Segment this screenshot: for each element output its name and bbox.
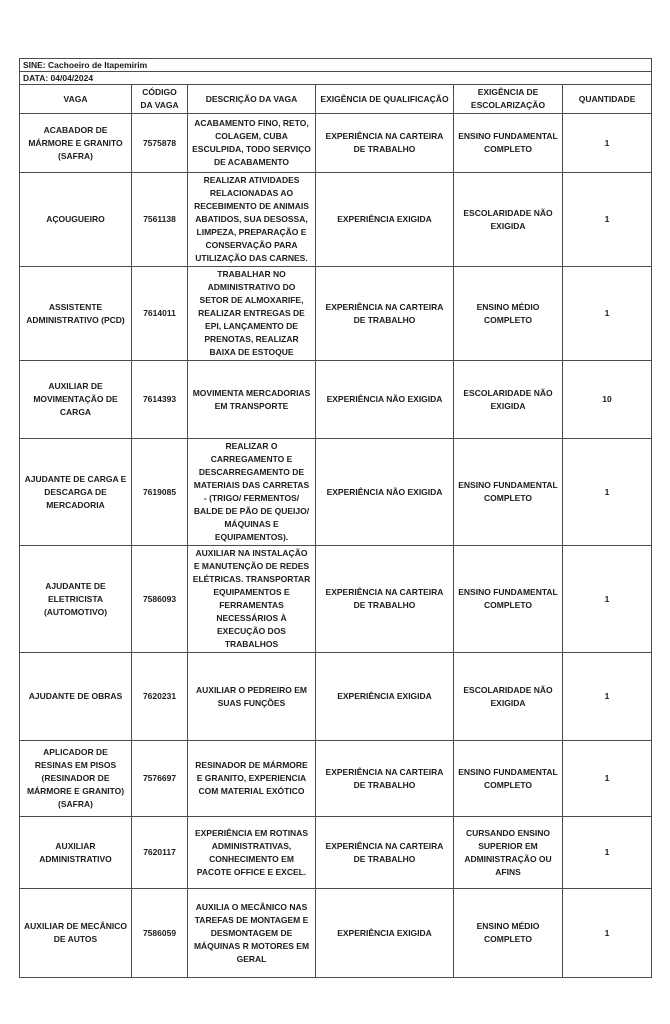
cell-quantidade: 1: [563, 653, 652, 741]
cell-qualificacao: EXPERIÊNCIA NA CARTEIRA DE TRABALHO: [316, 817, 454, 889]
cell-escolarizacao: ESCOLARIDADE NÃO EXIGIDA: [454, 173, 563, 267]
cell-escolarizacao: ENSINO FUNDAMENTAL COMPLETO: [454, 439, 563, 546]
cell-qualificacao: EXPERIÊNCIA NA CARTEIRA DE TRABALHO: [316, 267, 454, 361]
cell-descricao: AUXILIA O MECÂNICO NAS TAREFAS DE MONTAGEM E DESMONTAGEM DE MÁQUINAS R MOTORES EM GERAL: [188, 889, 316, 978]
column-header-row: [20, 85, 652, 114]
sine-label: SINE: Cachoeiro de Itapemirim: [20, 59, 652, 72]
column-header-quantidade: QUANTIDADE: [563, 85, 652, 114]
cell-descricao: ACABAMENTO FINO, RETO, COLAGEM, CUBA ESCULPIDA, TODO SERVIÇO DE ACABAMENTO: [188, 114, 316, 173]
cell-escolarizacao: ENSINO FUNDAMENTAL COMPLETO: [454, 741, 563, 817]
table-row: [20, 439, 652, 546]
cell-vaga: ACABADOR DE MÁRMORE E GRANITO (SAFRA): [20, 114, 132, 173]
cell-vaga: AUXILIAR DE MOVIMENTAÇÃO DE CARGA: [20, 361, 132, 439]
cell-qualificacao: EXPERIÊNCIA EXIGIDA: [316, 889, 454, 978]
cell-vaga: ASSISTENTE ADMINISTRATIVO (PCD): [20, 267, 132, 361]
cell-descricao: TRABALHAR NO ADMINISTRATIVO DO SETOR DE ALMOXARIFE, REALIZAR ENTREGAS DE EPI, LANÇAMENTO DE PRENOTAS, REALIZAR BAIXA DE ESTOQUE: [188, 267, 316, 361]
cell-escolarizacao: CURSANDO ENSINO SUPERIOR EM ADMINISTRAÇÃO OU AFINS: [454, 817, 563, 889]
cell-quantidade: 1: [563, 114, 652, 173]
table-row: [20, 361, 652, 439]
cell-codigo: 7619085: [132, 439, 188, 546]
cell-quantidade: 1: [563, 889, 652, 978]
column-header-vaga: VAGA: [20, 85, 132, 114]
cell-codigo: 7620231: [132, 653, 188, 741]
cell-codigo: 7575878: [132, 114, 188, 173]
cell-escolarizacao: ESCOLARIDADE NÃO EXIGIDA: [454, 653, 563, 741]
date-label: DATA: 04/04/2024: [20, 72, 652, 85]
sine-header-row: [20, 59, 652, 72]
cell-descricao: EXPERIÊNCIA EM ROTINAS ADMINISTRATIVAS, CONHECIMENTO EM PACOTE OFFICE E EXCEL.: [188, 817, 316, 889]
cell-codigo: 7586093: [132, 546, 188, 653]
cell-qualificacao: EXPERIÊNCIA EXIGIDA: [316, 653, 454, 741]
column-header-codigo: CÓDIGO DA VAGA: [132, 85, 188, 114]
cell-quantidade: 1: [563, 439, 652, 546]
cell-codigo: 7561138: [132, 173, 188, 267]
table-row: [20, 114, 652, 173]
cell-vaga: AUXILIAR ADMINISTRATIVO: [20, 817, 132, 889]
job-vacancies-table: [19, 58, 652, 978]
cell-vaga: AUXILIAR DE MECÂNICO DE AUTOS: [20, 889, 132, 978]
table-row: [20, 741, 652, 817]
cell-escolarizacao: ENSINO FUNDAMENTAL COMPLETO: [454, 546, 563, 653]
table-row: [20, 546, 652, 653]
cell-vaga: AJUDANTE DE ELETRICISTA (AUTOMOTIVO): [20, 546, 132, 653]
cell-vaga: AÇOUGUEIRO: [20, 173, 132, 267]
cell-descricao: AUXILIAR O PEDREIRO EM SUAS FUNÇÕES: [188, 653, 316, 741]
cell-vaga: AJUDANTE DE CARGA E DESCARGA DE MERCADORIA: [20, 439, 132, 546]
cell-quantidade: 1: [563, 817, 652, 889]
cell-qualificacao: EXPERIÊNCIA NÃO EXIGIDA: [316, 439, 454, 546]
cell-qualificacao: EXPERIÊNCIA NA CARTEIRA DE TRABALHO: [316, 114, 454, 173]
table-row: [20, 173, 652, 267]
cell-vaga: APLICADOR DE RESINAS EM PISOS (RESINADOR DE MÁRMORE E GRANITO) (SAFRA): [20, 741, 132, 817]
table-row: [20, 817, 652, 889]
cell-qualificacao: EXPERIÊNCIA EXIGIDA: [316, 173, 454, 267]
table-row: [20, 889, 652, 978]
cell-codigo: 7614393: [132, 361, 188, 439]
cell-quantidade: 1: [563, 267, 652, 361]
cell-quantidade: 1: [563, 173, 652, 267]
cell-descricao: MOVIMENTA MERCADORIAS EM TRANSPORTE: [188, 361, 316, 439]
cell-descricao: RESINADOR DE MÁRMORE E GRANITO, EXPERIENCIA COM MATERIAL EXÓTICO: [188, 741, 316, 817]
cell-escolarizacao: ENSINO MÉDIO COMPLETO: [454, 267, 563, 361]
cell-qualificacao: EXPERIÊNCIA NA CARTEIRA DE TRABALHO: [316, 546, 454, 653]
cell-vaga: AJUDANTE DE OBRAS: [20, 653, 132, 741]
cell-quantidade: 10: [563, 361, 652, 439]
cell-descricao: AUXILIAR NA INSTALAÇÃO E MANUTENÇÃO DE REDES ELÉTRICAS. TRANSPORTAR EQUIPAMENTOS E FERRAMENTAS NECESSÁRIOS À EXECUÇÃO DOS TRABALHOS: [188, 546, 316, 653]
cell-descricao: REALIZAR ATIVIDADES RELACIONADAS AO RECEBIMENTO DE ANIMAIS ABATIDOS, SUA DESOSSA, LIMPEZA, PREPARAÇÃO E CONSERVAÇÃO PARA UTILIZAÇÃO DAS CARNES.: [188, 173, 316, 267]
date-header-row: [20, 72, 652, 85]
cell-codigo: 7614011: [132, 267, 188, 361]
cell-codigo: 7586059: [132, 889, 188, 978]
column-header-descricao: DESCRIÇÃO DA VAGA: [188, 85, 316, 114]
cell-escolarizacao: ESCOLARIDADE NÃO EXIGIDA: [454, 361, 563, 439]
table-row: [20, 653, 652, 741]
cell-qualificacao: EXPERIÊNCIA NÃO EXIGIDA: [316, 361, 454, 439]
cell-escolarizacao: ENSINO FUNDAMENTAL COMPLETO: [454, 114, 563, 173]
job-table-body: [20, 114, 652, 978]
cell-codigo: 7620117: [132, 817, 188, 889]
cell-descricao: REALIZAR O CARREGAMENTO E DESCARREGAMENTO DE MATERIAIS DAS CARRETAS - (TRIGO/ FERMENTOS/ BALDE DE PÃO DE QUEIJO/ MÁQUINAS E EQUIPAMENTOS).: [188, 439, 316, 546]
column-header-escolarizacao: EXIGÊNCIA DE ESCOLARIZAÇÃO: [454, 85, 563, 114]
cell-quantidade: 1: [563, 741, 652, 817]
cell-codigo: 7576697: [132, 741, 188, 817]
table-row: [20, 267, 652, 361]
cell-quantidade: 1: [563, 546, 652, 653]
cell-qualificacao: EXPERIÊNCIA NA CARTEIRA DE TRABALHO: [316, 741, 454, 817]
cell-escolarizacao: ENSINO MÉDIO COMPLETO: [454, 889, 563, 978]
column-header-qualificacao: EXIGÊNCIA DE QUALIFICAÇÃO: [316, 85, 454, 114]
